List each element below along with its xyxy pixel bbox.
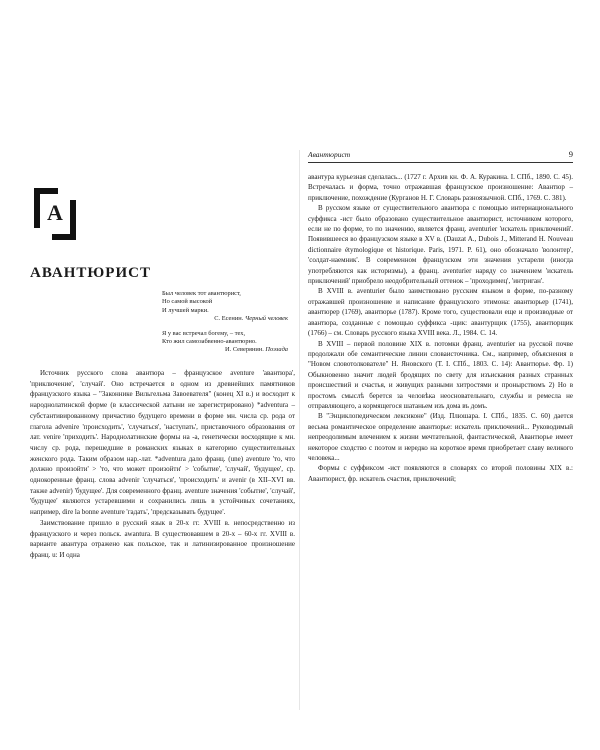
entry-headword: АВАНТЮРИСТ — [30, 265, 151, 281]
epigraph-line: Был человек тот авантюрист, — [162, 290, 241, 297]
epigraph-attribution — [162, 315, 292, 323]
left-body-text — [30, 368, 295, 561]
right-body-text — [308, 172, 573, 484]
epigraph-line: Кто жил самозабвенно-авантюрно. — [162, 338, 257, 346]
epigraph — [162, 290, 292, 324]
paragraph: В XVIII – первой половине XIX в. потомки франц. aventurier на русской почве продолжали обе семантические линии словаисточника. См., например, объяснения в "Новом словотолкователе" Н. Яновского (Т. I. СПб., 1803. С. 14): Авантюрье. Фр. 1) Обыкновенно значит людей бродящих по свету для изъискания разных странных происшествий и счастья, и живущих разными хитростями и пронырствомъ 2) Но в простомъ смыслѣ берется за человѣка неосновательнаго, службы и ремесла не отправляющего, а кормящегося шатаньем изъ дома въ домъ. — [308, 339, 573, 410]
paragraph: Источник русского слова авантюра – французское aventure 'авантюра', 'приключение', 'случай'. Оно встречается в одном из древнейших памятников французского языка – "Законнике Вильгельма Завоевателя" (конец XI в.) и восходит к народнолатинской форме (в классической латыни не зарегистрировано) *adventura – субстантивированному причастию будущего времени в форме мн. числа ср. рода от глагола advenire 'происходить', 'случаться', 'наступать', приставочного образования от лат. venire 'приходить'. Народнолатинские формы на -a, генетически восходящие к мн. числу ср. рода, перешедшие в романских языках в категорию существительных женского рода. Таким образом нар.-лат. *adventura дало франц. (une) aventure 'то, что должно произойти' > 'то, что может произойти' > 'событие', 'случай', 'будущее', ср. однокоренные франц. слова advenir 'случаться', 'происходить' и avenir (в XII–XVI вв. также advenir) 'будущее'. Для современного франц. aventure значения 'событие', 'случай', 'будущее' являются устаревшими и сохранились лишь в устойчивых сочетаниях, например, dire la bonne aventure 'гадать', 'предсказывать будущее'. — [30, 369, 295, 517]
epigraph-line: Я у вас встречал богему, – тех, — [162, 329, 246, 337]
page-gutter — [299, 150, 300, 710]
epigraph-line: И лучшей марки. — [162, 306, 209, 314]
paragraph: Заимствование пришло в русский язык в 20-х гг. XVIII в. непосредственно из французского и через польск. awantura. В существовавшем в 20-х – 60-х гг. XVIII в. варианте авантура отражено как польское, так и латинизированное произношение франц. u: И одна — [30, 518, 295, 559]
paragraph: В "Энциклопедическом лексиконе" (Изд. Плюшара. I. СПб., 1835. С. 60) дается весьма романтическое определение авантюрье: искатель приключений... Руководимый непреодолимым влечением к жизни мечтательной, фантастической, Авантюрье имеет некоторое сходство с поэтом и нередко на короткое время приобретает славу великого человека... — [308, 412, 573, 462]
paragraph: В XVIII в. aventurier было заимствовано русским языком в форме, по-разному отражавшей произношение и написание французского этимона: авантюрьер (1741), авантюрер (1769), авантюрье (1787). Кроме того, существовали еще и производные от авантюра, созданные с помощью суффикса -щик: авантурщик (1755), авантюрщик (1766) – см. Словарь русского языка XVIII века. Л., 1984. С. 14. — [308, 287, 573, 338]
epigraph-work: Поэзада — [265, 346, 288, 354]
epigraph — [162, 330, 292, 355]
epigraph-attribution — [162, 346, 292, 354]
epigraph-line: Но самой высокой — [162, 298, 213, 306]
epigraph-author: С. Есенин. — [214, 315, 244, 323]
section-letter: А — [47, 200, 63, 225]
paragraph: Формы с суффиксом -ист появляются в словарях со второй половины XIX в.: Авантюрист, фр. искатель счастия, приключений; — [308, 464, 573, 483]
epigraphs — [162, 290, 292, 361]
section-letter-badge — [34, 188, 76, 240]
epigraph-author: И. Северянин. — [225, 346, 264, 354]
running-head — [308, 150, 573, 162]
paragraph: В русском языке от существительного авантюра с помощью интернационального суффикса -ист было образовано существительное авантюрист, источником которого, если не по форме, то по значению, является франц. aventurier 'искатель приключений'. Появившееся во французском языке в XV в. (Dauzat A., Dubois J., Mitterand H. Nouveau dictionnaire étymologique et historique. Paris, 1971. P. 61), оно обозначало 'волонтер', 'солдат-наемник'. В современном французском эти значения устарели (иногда употребляются как историзмы), а франц. aventurier наряду со значением 'искатель приключений' приобрело неодобрительный оттенок – 'проходимец', 'интриган'. — [308, 204, 573, 286]
epigraph-work: Черный человек — [244, 315, 288, 323]
paragraph: авантура курьезная сделалась... (1727 г. Архив кн. Ф. А. Куракина. I. СПб., 1890. С. 45). Встречалась и форма, точно отражавшая французское произношение: Авантюр – приключение, похождение (Курганов Н. Г. Словарь разноязычной. СПб., 1769. С. 381). — [308, 173, 573, 202]
running-head-rule — [308, 162, 573, 163]
running-head-title: Авантюрист — [308, 150, 351, 159]
page-number: 9 — [568, 149, 573, 159]
